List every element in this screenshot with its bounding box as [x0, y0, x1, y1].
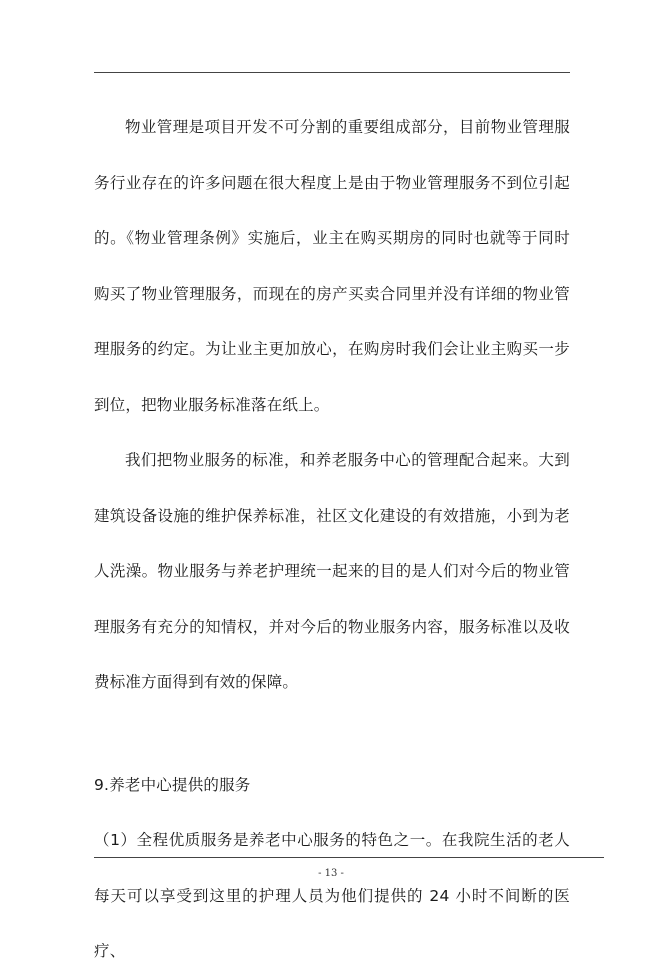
paragraph-section-item-1: （1）全程优质服务是养老中心服务的特色之一。在我院生活的老人每天可以享受到这里的护理人员为他们提供的 24 小时不间断的医疗、: [94, 831, 570, 960]
paragraph-service-standards: 我们把物业服务的标准，和养老服务中心的管理配合起来。大到建筑设备设施的维护保养标准，社区文化建设的有效措施，小到为老人洗澡。物业服务与养老护理统一起来的目的是人们对今后的物业管理服务有充分的知情权，并对今后的物业服务内容，服务标准以及收费标准方面得到有效的保障。: [94, 451, 570, 691]
footer-rule: [94, 857, 604, 858]
section-heading: 9.养老中心提供的服务: [94, 775, 251, 794]
paragraph-property-management: 物业管理是项目开发不可分割的重要组成部分，目前物业管理服务行业存在的许多问题在很大程度上是由于物业管理服务不到位引起的。《物业管理条例》实施后，业主在购买期房的同时也就等于同时购买了物业管理服务，而现在的房产买卖合同里并没有详细的物业管理服务的约定。为让业主更加放心，在购房时我们会让业主购买一步到位，把物业服务标准落在纸上。: [94, 118, 570, 414]
page-number: - 13 -: [318, 868, 344, 879]
document-body: [94, 100, 570, 980]
header-rule: [94, 72, 570, 73]
